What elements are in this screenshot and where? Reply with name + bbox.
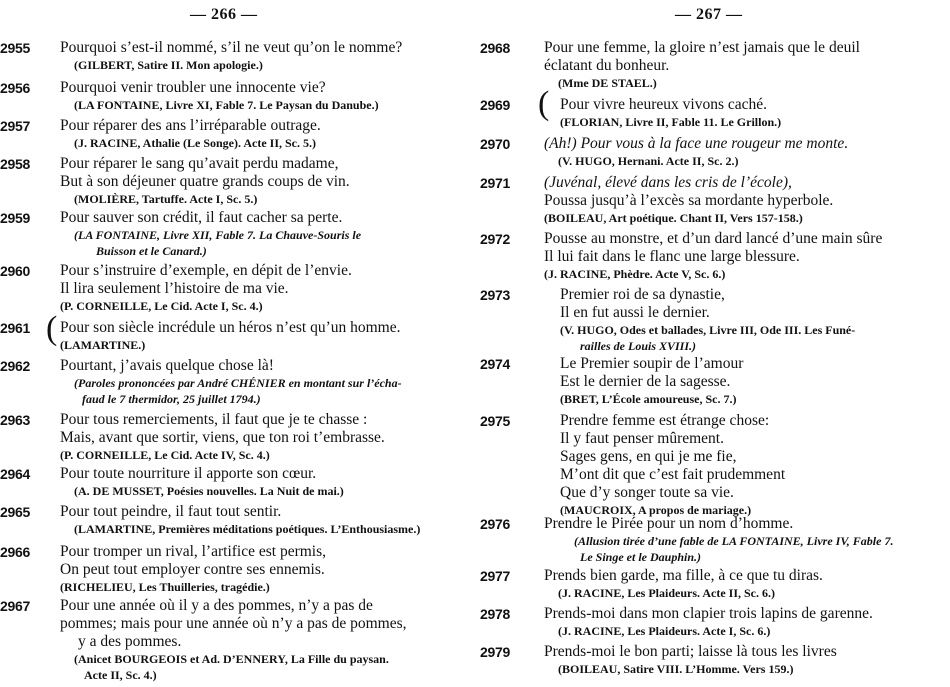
quote-line: Pour vivre heureux vivons caché.: [560, 96, 768, 113]
quote-line: Pour sauver son crédit, il faut cacher sa perte.: [60, 209, 343, 226]
quote-source: (LAMARTINE.): [60, 338, 146, 352]
quote-source: (Paroles prononcées par André CHÉNIER en montant sur l’écha-: [74, 376, 402, 390]
quote-line: Est le dernier de la sagesse.: [560, 373, 731, 390]
quote-source: (BRET, L’École amoureuse, Sc. 7.): [560, 392, 737, 406]
quote-line: But à son déjeuner quatre grands coups de vin.: [60, 173, 350, 190]
quote-line: Sages gens, en qui je me fie,: [560, 448, 737, 465]
quote-source: (LA FONTAINE, Livre XII, Fable 7. La Chauve-Souris le: [74, 228, 362, 242]
quote-source: (FLORIAN, Livre II, Fable 11. Le Grillon.): [560, 115, 782, 129]
quote-line: Premier roi de sa dynastie,: [560, 286, 725, 303]
quote-line: Pousse au monstre, et d’un dard lancé d’une main sûre: [544, 230, 883, 247]
quote-number: 2979: [480, 644, 510, 660]
quote-number: 2960: [0, 263, 30, 279]
quote-line: Prends-moi le bon parti; laisse là tous les livres: [544, 643, 837, 660]
quote-source: (MOLIÈRE, Tartuffe. Acte I, Sc. 5.): [74, 192, 258, 206]
quote-number: 2970: [480, 136, 510, 152]
quote-source: (GILBERT, Satire II. Mon apologie.): [74, 58, 263, 72]
quote-source: (BOILEAU, Art poétique. Chant II, Vers 157-158.): [544, 211, 803, 225]
quote-number: 2976: [480, 516, 510, 532]
quote-number: 2974: [480, 356, 510, 372]
quote-source-cont: Buisson et le Canard.): [96, 244, 207, 258]
quote-source: (BOILEAU, Satire VIII. L’Homme. Vers 159.): [558, 662, 794, 676]
quote-line: Pour réparer le sang qu’avait perdu madame,: [60, 155, 339, 172]
quote-line: y a des pommes.: [78, 633, 182, 650]
quote-number: 2966: [0, 544, 30, 560]
quote-source: (RICHELIEU, Les Thuilleries, tragédie.): [60, 580, 270, 594]
quote-source: (P. CORNEILLE, Le Cid. Acte IV, Sc. 4.): [60, 448, 270, 462]
quote-line: M’ont dit que c’est fait prudemment: [560, 466, 786, 483]
quote-line: Il y faut penser mûrement.: [560, 430, 724, 447]
quote-source: (LAMARTINE, Premières méditations poétiques. L’Enthousiasme.): [74, 522, 421, 536]
quote-line: pommes; mais pour une année où n’y a pas de pommes,: [60, 615, 407, 632]
quote-number: 2957: [0, 118, 30, 134]
left-page: [0, 0, 470, 687]
quote-line: Pourquoi s’est-il nommé, s’il ne veut qu’on le nomme?: [60, 39, 403, 56]
quote-source: (LA FONTAINE, Livre XI, Fable 7. Le Paysan du Danube.): [74, 98, 379, 112]
quote-source: (J. RACINE, Les Plaideurs. Acte I, Sc. 6.): [558, 624, 771, 638]
page-number: — 266 —: [190, 6, 258, 23]
quote-line: Pourquoi venir troubler une innocente vie?: [60, 79, 326, 96]
quote-number: 2972: [480, 231, 510, 247]
quote-source: (Mme DE STAEL.): [558, 76, 657, 90]
quote-source: (Allusion tirée d’une fable de LA FONTAINE, Livre IV, Fable 7.: [574, 534, 894, 548]
quote-source: (MAUCROIX, A propos de mariage.): [560, 503, 752, 517]
quote-line: Mais, avant que sortir, viens, que ton roi t’embrasse.: [60, 429, 385, 446]
quote-line: Il en fut aussi le dernier.: [560, 304, 710, 321]
page-number: — 267 —: [675, 6, 743, 23]
quote-number: 2964: [0, 466, 30, 482]
bracket-mark: (: [538, 85, 550, 122]
quote-number: 2977: [480, 568, 510, 584]
quote-line: Que d’y songer toute sa vie.: [560, 484, 734, 501]
quote-number: 2978: [480, 606, 510, 622]
quote-line: Pour une femme, la gloire n’est jamais que le deuil: [544, 39, 860, 56]
quote-number: 2975: [480, 413, 510, 429]
quote-source-cont: faud le 7 thermidor, 25 juillet 1794.): [82, 392, 261, 406]
quote-line: Pour s’instruire d’exemple, en dépit de l’envie.: [60, 262, 352, 279]
quote-line: Prends bien garde, ma fille, à ce que tu diras.: [544, 567, 823, 584]
quote-line: Prendre femme est étrange chose:: [560, 412, 770, 429]
quote-source: (V. HUGO, Odes et ballades, Livre III, Ode III. Les Funé-: [560, 323, 856, 337]
quote-source: (J. RACINE, Phèdre. Acte V, Sc. 6.): [544, 267, 726, 281]
quote-number: 2961: [0, 320, 30, 336]
quote-source: (V. HUGO, Hernani. Acte II, Sc. 2.): [558, 154, 739, 168]
quote-number: 2958: [0, 156, 30, 172]
quote-line: Il lui fait dans le flanc une large blessure.: [544, 248, 800, 265]
quote-line: On peut tout employer contre ses ennemis.: [60, 561, 325, 578]
quote-number: 2971: [480, 175, 510, 191]
quote-line: Pour son siècle incrédule un héros n’est qu’un homme.: [60, 319, 401, 336]
quote-line: Pour une année où il y a des pommes, n’y a pas de: [60, 597, 373, 614]
quote-source-cont: railles de Louis XVIII.): [580, 339, 697, 353]
quote-source: (P. CORNEILLE, Le Cid. Acte I, Sc. 4.): [60, 299, 263, 313]
quote-line: Pour réparer des ans l’irréparable outrage.: [60, 117, 321, 134]
quote-number: 2955: [0, 40, 30, 56]
quote-number: 2963: [0, 412, 30, 428]
quote-number: 2962: [0, 358, 30, 374]
quote-line: Prendre le Pirée pour un nom d’homme.: [544, 515, 794, 532]
quote-source: (Anicet BOURGEOIS et Ad. D’ENNERY, La Fille du paysan.: [74, 652, 389, 666]
quote-line: Il lira seulement l’histoire de ma vie.: [60, 280, 289, 297]
quote-line: Le Premier soupir de l’amour: [560, 355, 744, 372]
quote-source: (A. DE MUSSET, Poésies nouvelles. La Nuit de mai.): [74, 484, 344, 498]
quote-line: Pourtant, j’avais quelque chose là!: [60, 357, 274, 374]
quote-line: Poussa jusqu’à l’excès sa mordante hyperbole.: [544, 192, 834, 209]
quote-number: 2973: [480, 287, 510, 303]
quote-number: 2956: [0, 80, 30, 96]
quote-number: 2967: [0, 598, 30, 614]
quote-source: (J. RACINE, Les Plaideurs. Acte II, Sc. 6.): [558, 586, 775, 600]
quote-line: Prends-moi dans mon clapier trois lapins de garenne.: [544, 605, 873, 622]
quote-line: Pour toute nourriture il apporte son cœur.: [60, 465, 317, 482]
quote-number: 2959: [0, 210, 30, 226]
quote-source: (J. RACINE, Athalie (Le Songe). Acte II, Sc. 5.): [74, 136, 316, 150]
quote-source-cont: Le Singe et le Dauphin.): [580, 550, 702, 564]
quote-line: éclatant du bonheur.: [544, 57, 670, 74]
quote-number: 2969: [480, 97, 510, 113]
quote-line: (Ah!) Pour vous à la face une rougeur me monte.: [544, 135, 849, 152]
quote-line: Pour tromper un rival, l’artifice est permis,: [60, 543, 327, 560]
quote-number: 2968: [480, 40, 510, 56]
quote-line: (Juvénal, élevé dans les cris de l’école),: [544, 174, 792, 191]
quote-source-cont: Acte II, Sc. 4.): [84, 668, 157, 682]
right-page: [480, 0, 950, 687]
quote-number: 2965: [0, 504, 30, 520]
quote-line: Pour tout peindre, il faut tout sentir.: [60, 503, 282, 520]
bracket-mark: (: [46, 310, 58, 347]
quote-line: Pour tous remerciements, il faut que je te chasse :: [60, 411, 368, 428]
